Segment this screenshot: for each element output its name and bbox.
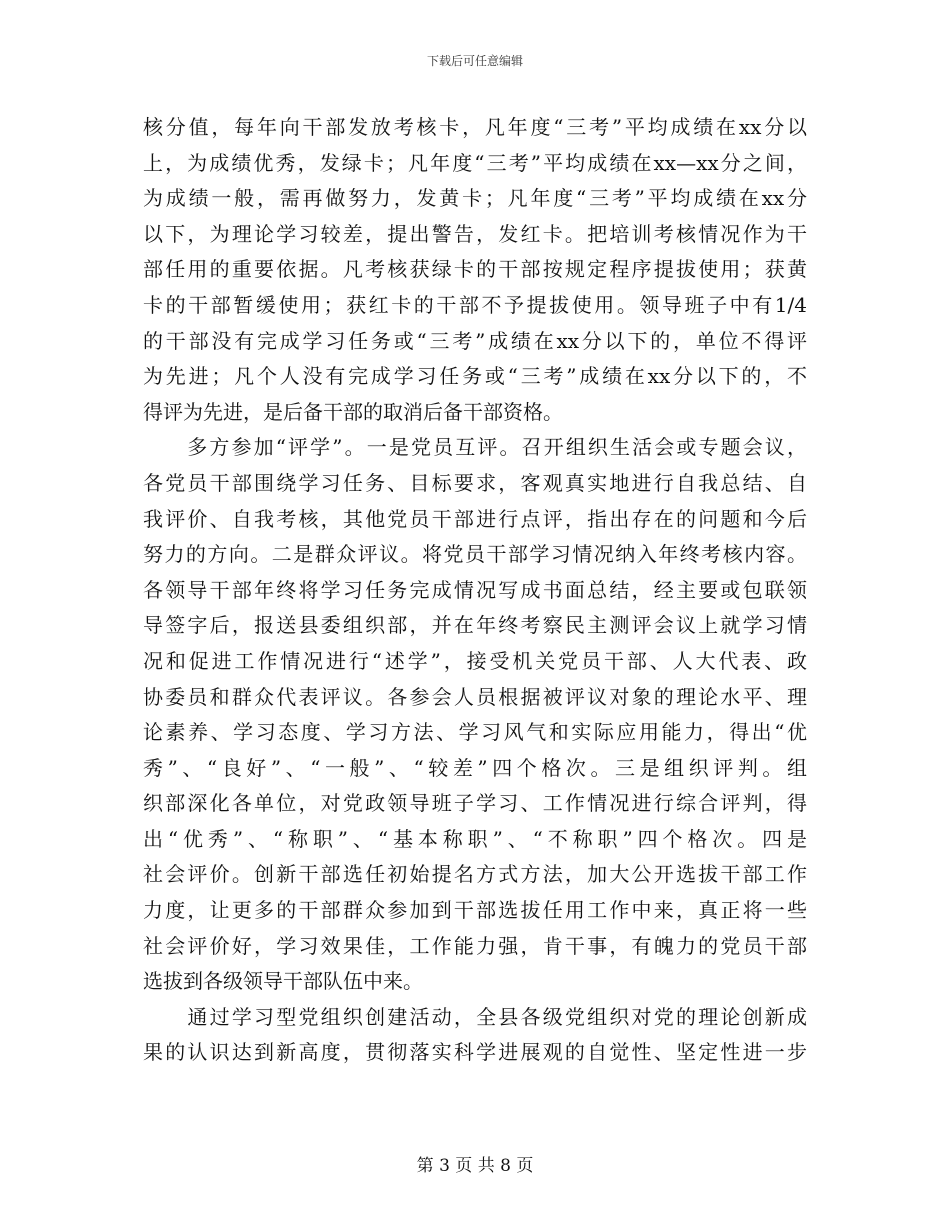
text-line: 力度，让更多的干部群众参加到干部选拔任用工作中来，真正将一些: [143, 898, 807, 923]
text-line: 核分值，每年向干部发放考核卡，凡年度“三考”平均成绩在xx分以: [143, 115, 807, 139]
text-line: 为成绩一般，需再做努力，发黄卡；凡年度“三考”平均成绩在xx分: [143, 186, 807, 211]
text-line: 各党员干部围绕学习任务、目标要求，客观真实地进行自我总结、自: [143, 470, 807, 495]
text-line: 卡的干部暂缓使用；获红卡的干部不予提拔使用。领导班子中有1/4: [143, 292, 807, 317]
text-line: 论素养、学习态度、学习方法、学习风气和实际应用能力，得出“优: [143, 720, 807, 745]
text-line: 织部深化各单位，对党政领导班子学习、工作情况进行综合评判，得: [143, 791, 807, 816]
text-line: 况和促进工作情况进行“述学”，接受机关党员干部、人大代表、政: [143, 648, 807, 673]
text-line: 各领导干部年终将学习任务完成情况写成书面总结，经主要或包联领: [143, 577, 807, 602]
text-line: 上，为成绩优秀，发绿卡；凡年度“三考”平均成绩在xx—xx分之间，: [143, 150, 807, 175]
page-header: 下载后可任意编辑: [426, 54, 523, 68]
paragraph-assessment-card: [143, 110, 807, 430]
text-line: 通过学习型党组织创建活动，全县各级党组织对党的理论创新成: [143, 1004, 807, 1029]
text-line: 得评为先进，是后备干部的取消后备干部资格。: [143, 399, 563, 424]
text-line: 努力的方向。二是群众评议。将党员干部学习情况纳入年终考核内容。: [143, 542, 807, 567]
text-line: 出“优秀”、“称职”、“基本称职”、“不称职”四个格次。四是: [143, 826, 807, 851]
page-number: 第 3 页 共 8 页: [416, 1156, 534, 1176]
text-line: 秀”、“良好”、“一般”、“较差”四个格次。三是组织评判。组: [143, 755, 807, 780]
text-line: 为先进；凡个人没有完成学习任务或“三考”成绩在xx分以下的，不: [143, 364, 807, 389]
text-line: 导签字后，报送县委组织部，并在年终考察民主测评会议上就学习情: [143, 613, 807, 638]
text-line: 果的认识达到新高度，贯彻落实科学进展观的自觉性、坚定性进一步: [143, 1040, 807, 1065]
text-line: 社会评价。创新干部选任初始提名方式方法，加大公开选拔干部工作: [143, 862, 807, 887]
text-line: 我评价、自我考核，其他党员干部进行点评，指出存在的问题和今后: [143, 506, 807, 531]
text-line: 多方参加“评学”。一是党员互评。召开组织生活会或专题会议，: [143, 435, 807, 460]
text-line: 的干部没有完成学习任务或“三考”成绩在xx分以下的，单位不得评: [143, 328, 807, 353]
text-line: 协委员和群众代表评议。各参会人员根据被评议对象的理论水平、理: [143, 684, 807, 709]
text-line: 选拔到各级领导干部队伍中来。: [143, 969, 423, 994]
paragraph-results: [143, 1000, 807, 1071]
text-line: 以下，为理论学习较差，提出警告，发红卡。把培训考核情况作为干: [143, 221, 807, 246]
text-line: 部任用的重要依据。凡考核获绿卡的干部按规定程序提拔使用；获黄: [143, 257, 807, 282]
paragraph-evaluation: [143, 430, 807, 1000]
text-line: 社会评价好，学习效果佳，工作能力强，肯干事，有魄力的党员干部: [143, 933, 807, 958]
document-body: [143, 110, 807, 1071]
